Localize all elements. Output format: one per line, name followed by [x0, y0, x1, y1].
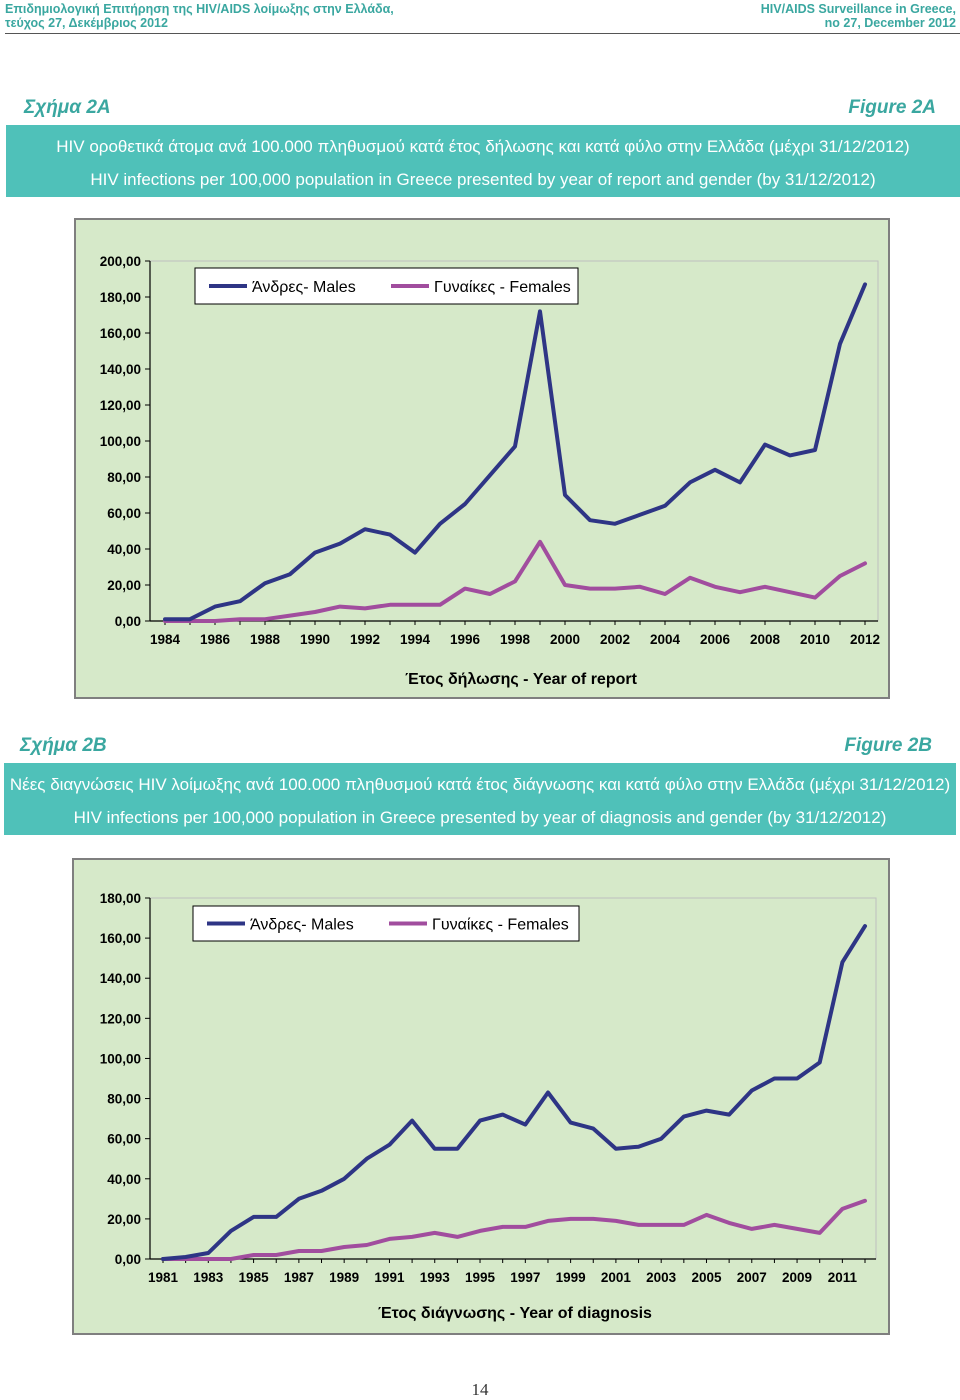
chart-a-legend-label-males: Άνδρες- Males — [252, 279, 356, 296]
header-right-line1: HIV/AIDS Surveillance in Greece, — [760, 2, 956, 16]
chart-b-plot-area — [150, 898, 876, 1259]
chart-b-x-tick-label: 2011 — [827, 1270, 858, 1285]
chart-b-x-tick-label: 2003 — [646, 1270, 677, 1285]
chart-b-y-tick-label: 160,00 — [99, 931, 141, 947]
chart-b-y-tick-label: 60,00 — [107, 1131, 141, 1147]
header-right-line2: no 27, December 2012 — [824, 16, 956, 30]
chart-a-x-tick-label: 1994 — [399, 632, 431, 647]
chart-a-x-tick-label: 1986 — [199, 632, 231, 647]
figure-2b-title-gr: Νέες διαγνώσεις HIV λοίμωξης ανά 100.000 πληθυσμού κατά έτος διάγνωσης και κατά φύλο στην Ελλάδα (μέχρι 31/12/2012) — [9, 775, 951, 794]
chart-b-x-tick-label: 1997 — [510, 1270, 541, 1285]
chart-b-y-tick-label: 20,00 — [107, 1211, 141, 1227]
chart-a-x-tick-label: 2010 — [799, 632, 831, 647]
chart-b-x-tick-label: 1991 — [374, 1270, 405, 1285]
chart-a-x-tick-label: 2000 — [549, 632, 581, 647]
figure-2a-title-banner — [6, 125, 960, 197]
chart-a-y-tick-label: 20,00 — [107, 578, 141, 593]
chart-a-y-tick-label: 100,00 — [99, 434, 141, 449]
chart-b-y-tick-label: 0,00 — [114, 1252, 141, 1267]
figure-2b-label-en: Figure 2B — [844, 735, 932, 756]
chart-b-y-tick-label: 180,00 — [99, 891, 141, 906]
chart-a-x-tick-label: 2004 — [649, 632, 681, 647]
chart-b-x-tick-label: 2001 — [600, 1270, 631, 1285]
chart-a-x-tick-label: 2008 — [749, 632, 781, 647]
chart-b-x-tick-label: 1983 — [193, 1270, 224, 1285]
chart-a-y-tick-label: 140,00 — [99, 362, 141, 377]
chart-b-x-tick-label: 2005 — [691, 1270, 722, 1285]
chart-a-x-tick-label: 1988 — [249, 632, 281, 647]
chart-b-x-tick-label: 1999 — [555, 1270, 586, 1285]
chart-a-y-tick-label: 0,00 — [114, 614, 141, 629]
chart-a-x-tick-label: 1998 — [499, 632, 531, 647]
chart-2a — [74, 218, 890, 699]
figure-2a-title-gr: HIV οροθετικά άτομα ανά 100.000 πληθυσμού κατά έτος δήλωσης και κατά φύλο στην Ελλάδα (μέχρι 31/12/2012) — [56, 137, 910, 156]
chart-b-y-tick-label: 120,00 — [99, 1011, 141, 1027]
header-left-line1: Επιδημιολογική Επιτήρηση της HIV/AIDS λοίμωξης στην Ελλάδα, — [5, 2, 394, 16]
chart-a-y-tick-label: 120,00 — [99, 398, 141, 413]
chart-b-x-tick-label: 1981 — [147, 1270, 179, 1285]
page-number: 14 — [471, 1380, 489, 1399]
figure-2b-label-gr: Σχήμα 2B — [20, 735, 107, 756]
figure-2a-label-gr: Σχήμα 2A — [24, 97, 111, 118]
chart-b-y-tick-label: 40,00 — [107, 1171, 141, 1187]
chart-a-y-tick-label: 80,00 — [107, 470, 141, 485]
header-divider — [5, 33, 960, 34]
chart-a-y-tick-label: 200,00 — [99, 254, 141, 269]
chart-b-x-tick-label: 2009 — [782, 1270, 813, 1285]
header-left-line2: τεύχος 27, Δεκέμβριος 2012 — [5, 16, 168, 30]
chart-b-x-tick-label: 1993 — [419, 1270, 450, 1285]
chart-b-y-tick-label: 80,00 — [107, 1091, 141, 1107]
chart-a-x-tick-label: 2012 — [849, 632, 881, 647]
chart-b-x-tick-label: 1989 — [329, 1270, 360, 1285]
chart-b-x-axis-title: Έτος διάγνωσης - Year of diagnosis — [378, 1305, 652, 1322]
chart-a-x-tick-label: 1996 — [449, 632, 481, 647]
chart-b-x-tick-label: 1987 — [283, 1270, 314, 1285]
chart-a-y-tick-label: 180,00 — [99, 290, 141, 305]
figure-2a-label-en: Figure 2A — [848, 97, 936, 118]
chart-a-y-tick-label: 40,00 — [107, 542, 141, 557]
chart-2b — [72, 858, 890, 1335]
chart-a-y-tick-label: 60,00 — [107, 506, 141, 521]
chart-a-x-tick-label: 1992 — [349, 632, 381, 647]
chart-a-legend-label-females: Γυναίκες - Females — [434, 279, 571, 296]
chart-b-legend-label-females: Γυναίκες - Females — [432, 916, 569, 934]
chart-b-y-tick-label: 140,00 — [99, 971, 141, 987]
chart-a-y-tick-label: 160,00 — [99, 326, 141, 341]
chart-a-x-axis-title: Έτος δήλωσης - Year of report — [405, 671, 637, 688]
chart-b-legend-label-males: Άνδρες- Males — [250, 916, 354, 934]
chart-a-x-tick-label: 2006 — [699, 632, 731, 647]
figure-2a-title-en: HIV infections per 100,000 population in Greece presented by year of report and gender (by 31/12/2012) — [90, 170, 876, 189]
chart-b-x-tick-label: 2007 — [736, 1270, 767, 1285]
chart-b-x-tick-label: 1995 — [465, 1270, 496, 1285]
chart-a-x-tick-label: 1984 — [149, 632, 181, 647]
chart-a-x-tick-label: 2002 — [599, 632, 631, 647]
figure-2b-title-banner — [4, 763, 956, 835]
chart-a-x-tick-label: 1990 — [299, 632, 331, 647]
figure-2b-title-en: HIV infections per 100,000 population in Greece presented by year of diagnosis and gender (by 31/12/2012) — [73, 808, 887, 827]
chart-b-x-tick-label: 1985 — [238, 1270, 269, 1285]
chart-b-y-tick-label: 100,00 — [99, 1051, 141, 1067]
